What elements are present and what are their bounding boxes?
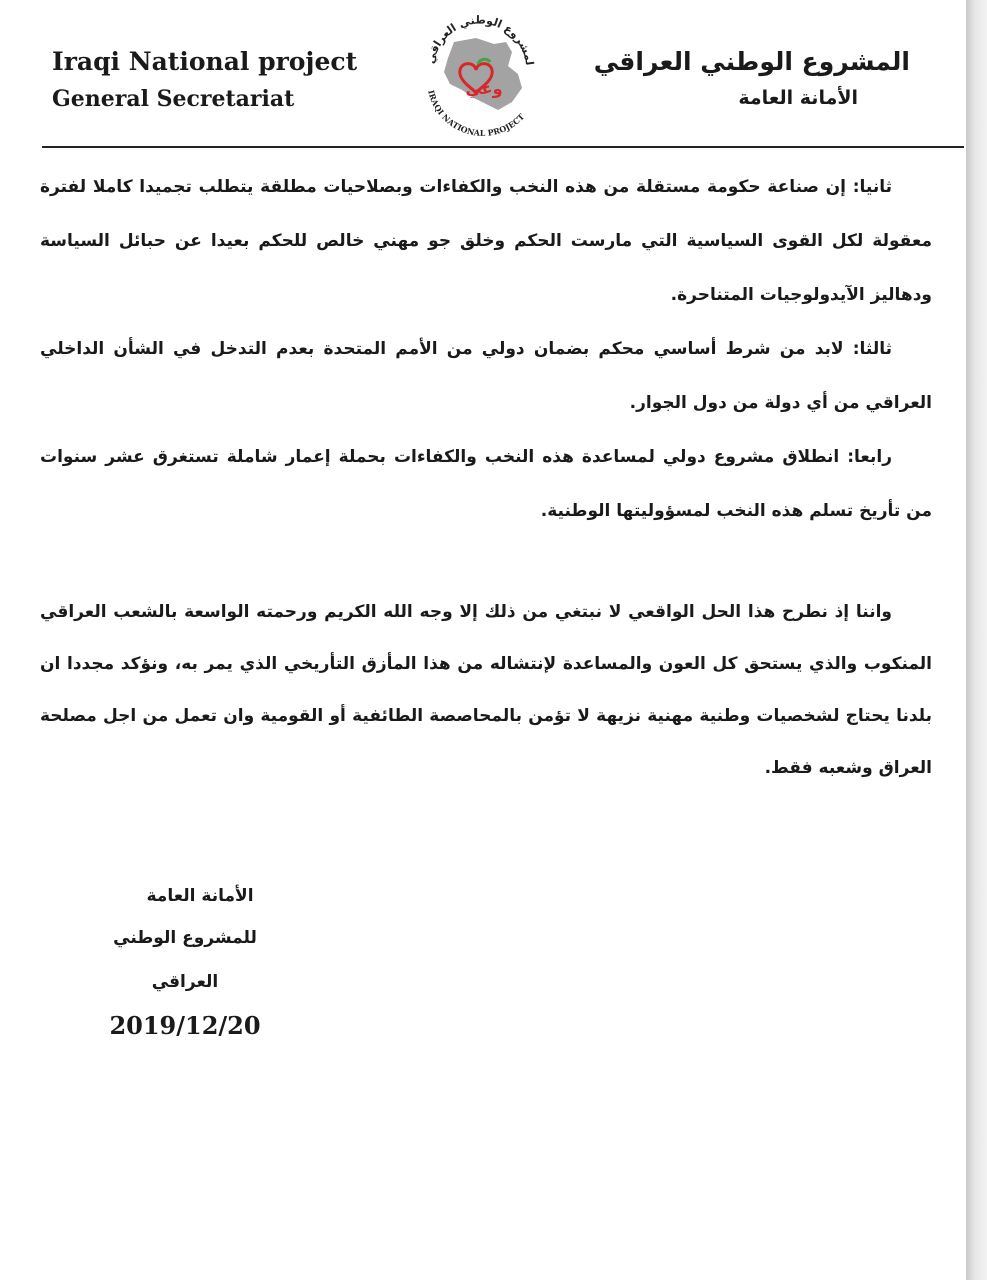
english-org-name: Iraqi National project <box>52 47 358 76</box>
signature-department: الأمانة العامة <box>146 886 254 906</box>
english-letterhead <box>52 44 357 118</box>
paragraph-second: ثانيا: إن صناعة حكومة مستقلة من هذه النخب والكفاءات وبصلاحيات مطلقة يتطلب تجميدا كاملا لفترة معقولة لكل القوى السياسية التي مارست الحكم وخلق جو مهني خالص للحكم بعيدا عن حبائل السياسة ودهاليز الآيدولوجيات المتناحرة. <box>40 177 932 305</box>
signature-block <box>80 876 290 1048</box>
paragraph-third: ثالثا: لابد من شرط أساسي محكم بضمان دولي من الأمم المتحدة بعدم التدخل في الشأن الداخلي العراقي من أي دولة من دول الجوار. <box>40 339 932 413</box>
arabic-department: الأمانة العامة <box>738 87 858 109</box>
paragraph-closing: واننا إذ نطرح هذا الحل الواقعي لا نبتغي من ذلك إلا وجه الله الكريم ورحمته الواسعة بالشعب العراقي المنكوب والذي يستحق كل العون والمساعدة لإنتشاله من هذا المأزق التأريخي الذي يمر به، ونؤكد مجددا ان بلدنا يحتاج لشخصيات وطنية مهنية نزيهة لا تؤمن بالمحاصصة الطائفية أو القومية وان تعمل من اجل مصلحة العراق وشعبه فقط. <box>40 602 932 778</box>
arabic-letterhead <box>594 42 910 114</box>
logo-bottom-text: IRAQI NATIONAL PROJECT <box>426 89 527 138</box>
arabic-org-name: المشروع الوطني العراقي <box>593 47 910 76</box>
letter-body <box>40 160 932 794</box>
english-department: General Secretariat <box>52 86 295 112</box>
logo-center-text: وعي <box>465 79 503 98</box>
page-edge-shadow <box>966 0 987 1280</box>
signature-org-name: للمشروع الوطني العراقي <box>113 928 257 992</box>
logo-arc-text: لمشروع الوطني العراقي <box>423 14 537 67</box>
signature-date: 2019/12/20 <box>109 1011 261 1040</box>
header-divider <box>42 146 964 148</box>
organization-logo <box>414 14 546 138</box>
iraq-map-heart-logo-icon <box>414 14 546 138</box>
paragraph-fourth: رابعا: انطلاق مشروع دولي لمساعدة هذه النخب والكفاءات بحملة إعمار شاملة تستغرق عشر سنوات من تأريخ تسلم هذه النخب لمسؤوليتها الوطنية. <box>40 447 932 521</box>
